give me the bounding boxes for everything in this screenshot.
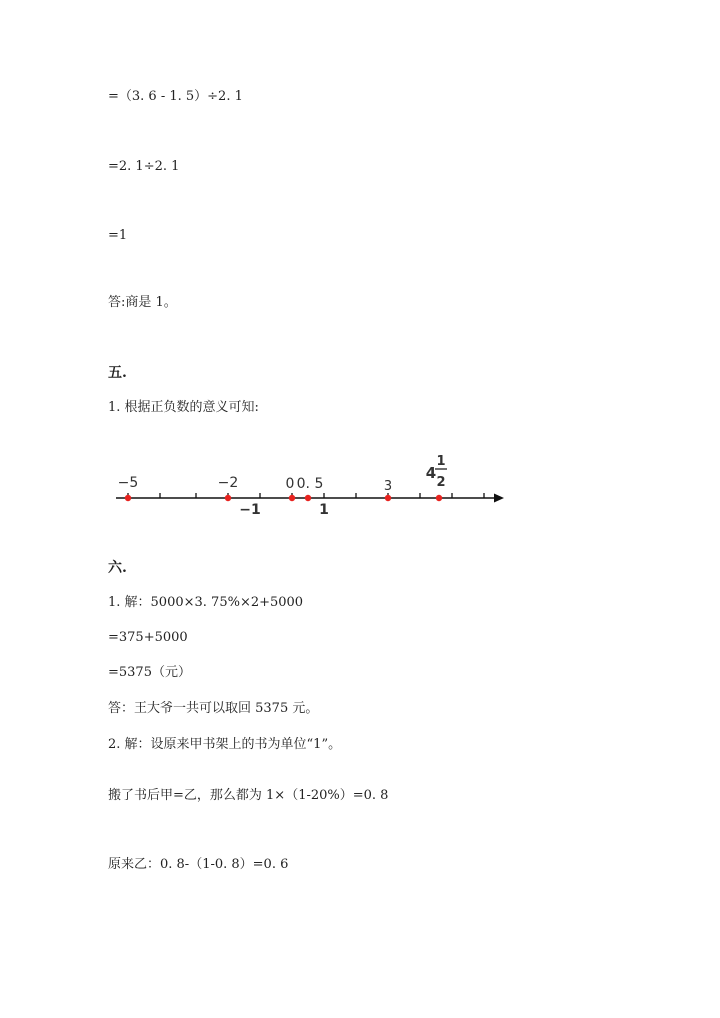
point-zero-point-five: [305, 495, 311, 501]
reasoning-line-2: 原来乙：0. 8-（1-0. 8）=0. 6: [108, 857, 289, 872]
point-three: [385, 495, 391, 501]
point-minus-5: [125, 495, 131, 501]
calc-line-2: =5375（元）: [108, 665, 191, 680]
section-6-item-2: 2. 解：设原来甲书架上的书为单位“1”。: [108, 737, 342, 752]
point-minus-2: [225, 495, 231, 501]
section-6-item-1: 1. 解：5000×3. 75%×2+5000: [108, 595, 304, 610]
label-minus-5: −5: [117, 475, 139, 491]
point-four-and-half: [436, 495, 442, 501]
point-zero: [289, 495, 295, 501]
answer-line-1: 答:商是 1。: [108, 295, 177, 310]
arrow-icon: [494, 494, 504, 503]
answer-line-2: 答：王大爷一共可以取回 5375 元。: [108, 701, 319, 716]
equation-line-1: =（3. 6 - 1. 5）÷2. 1: [108, 89, 243, 104]
equation-line-3: =1: [108, 228, 128, 243]
mixed-number-denominator: 2: [436, 475, 446, 490]
mixed-number-numerator: 1: [436, 454, 446, 469]
label-one: 1: [319, 502, 329, 518]
label-three: 3: [383, 479, 393, 494]
section-5-item-1: 1. 根据正负数的意义可知:: [108, 400, 259, 415]
section-6-heading: 六.: [108, 560, 127, 576]
number-line-figure: [110, 448, 510, 520]
label-zero: 0: [285, 476, 295, 492]
label-zero-point-five: 0. 5: [296, 476, 324, 492]
label-minus-1: −1: [239, 502, 261, 518]
equation-line-2: =2. 1÷2. 1: [108, 159, 180, 174]
mixed-number-whole: 4: [425, 464, 437, 482]
label-minus-2: −2: [217, 475, 239, 491]
section-5-heading: 五.: [108, 365, 127, 381]
reasoning-line-1: 搬了书后甲=乙，那么都为 1×（1-20%）=0. 8: [108, 788, 389, 803]
calc-line-1: =375+5000: [108, 630, 188, 645]
